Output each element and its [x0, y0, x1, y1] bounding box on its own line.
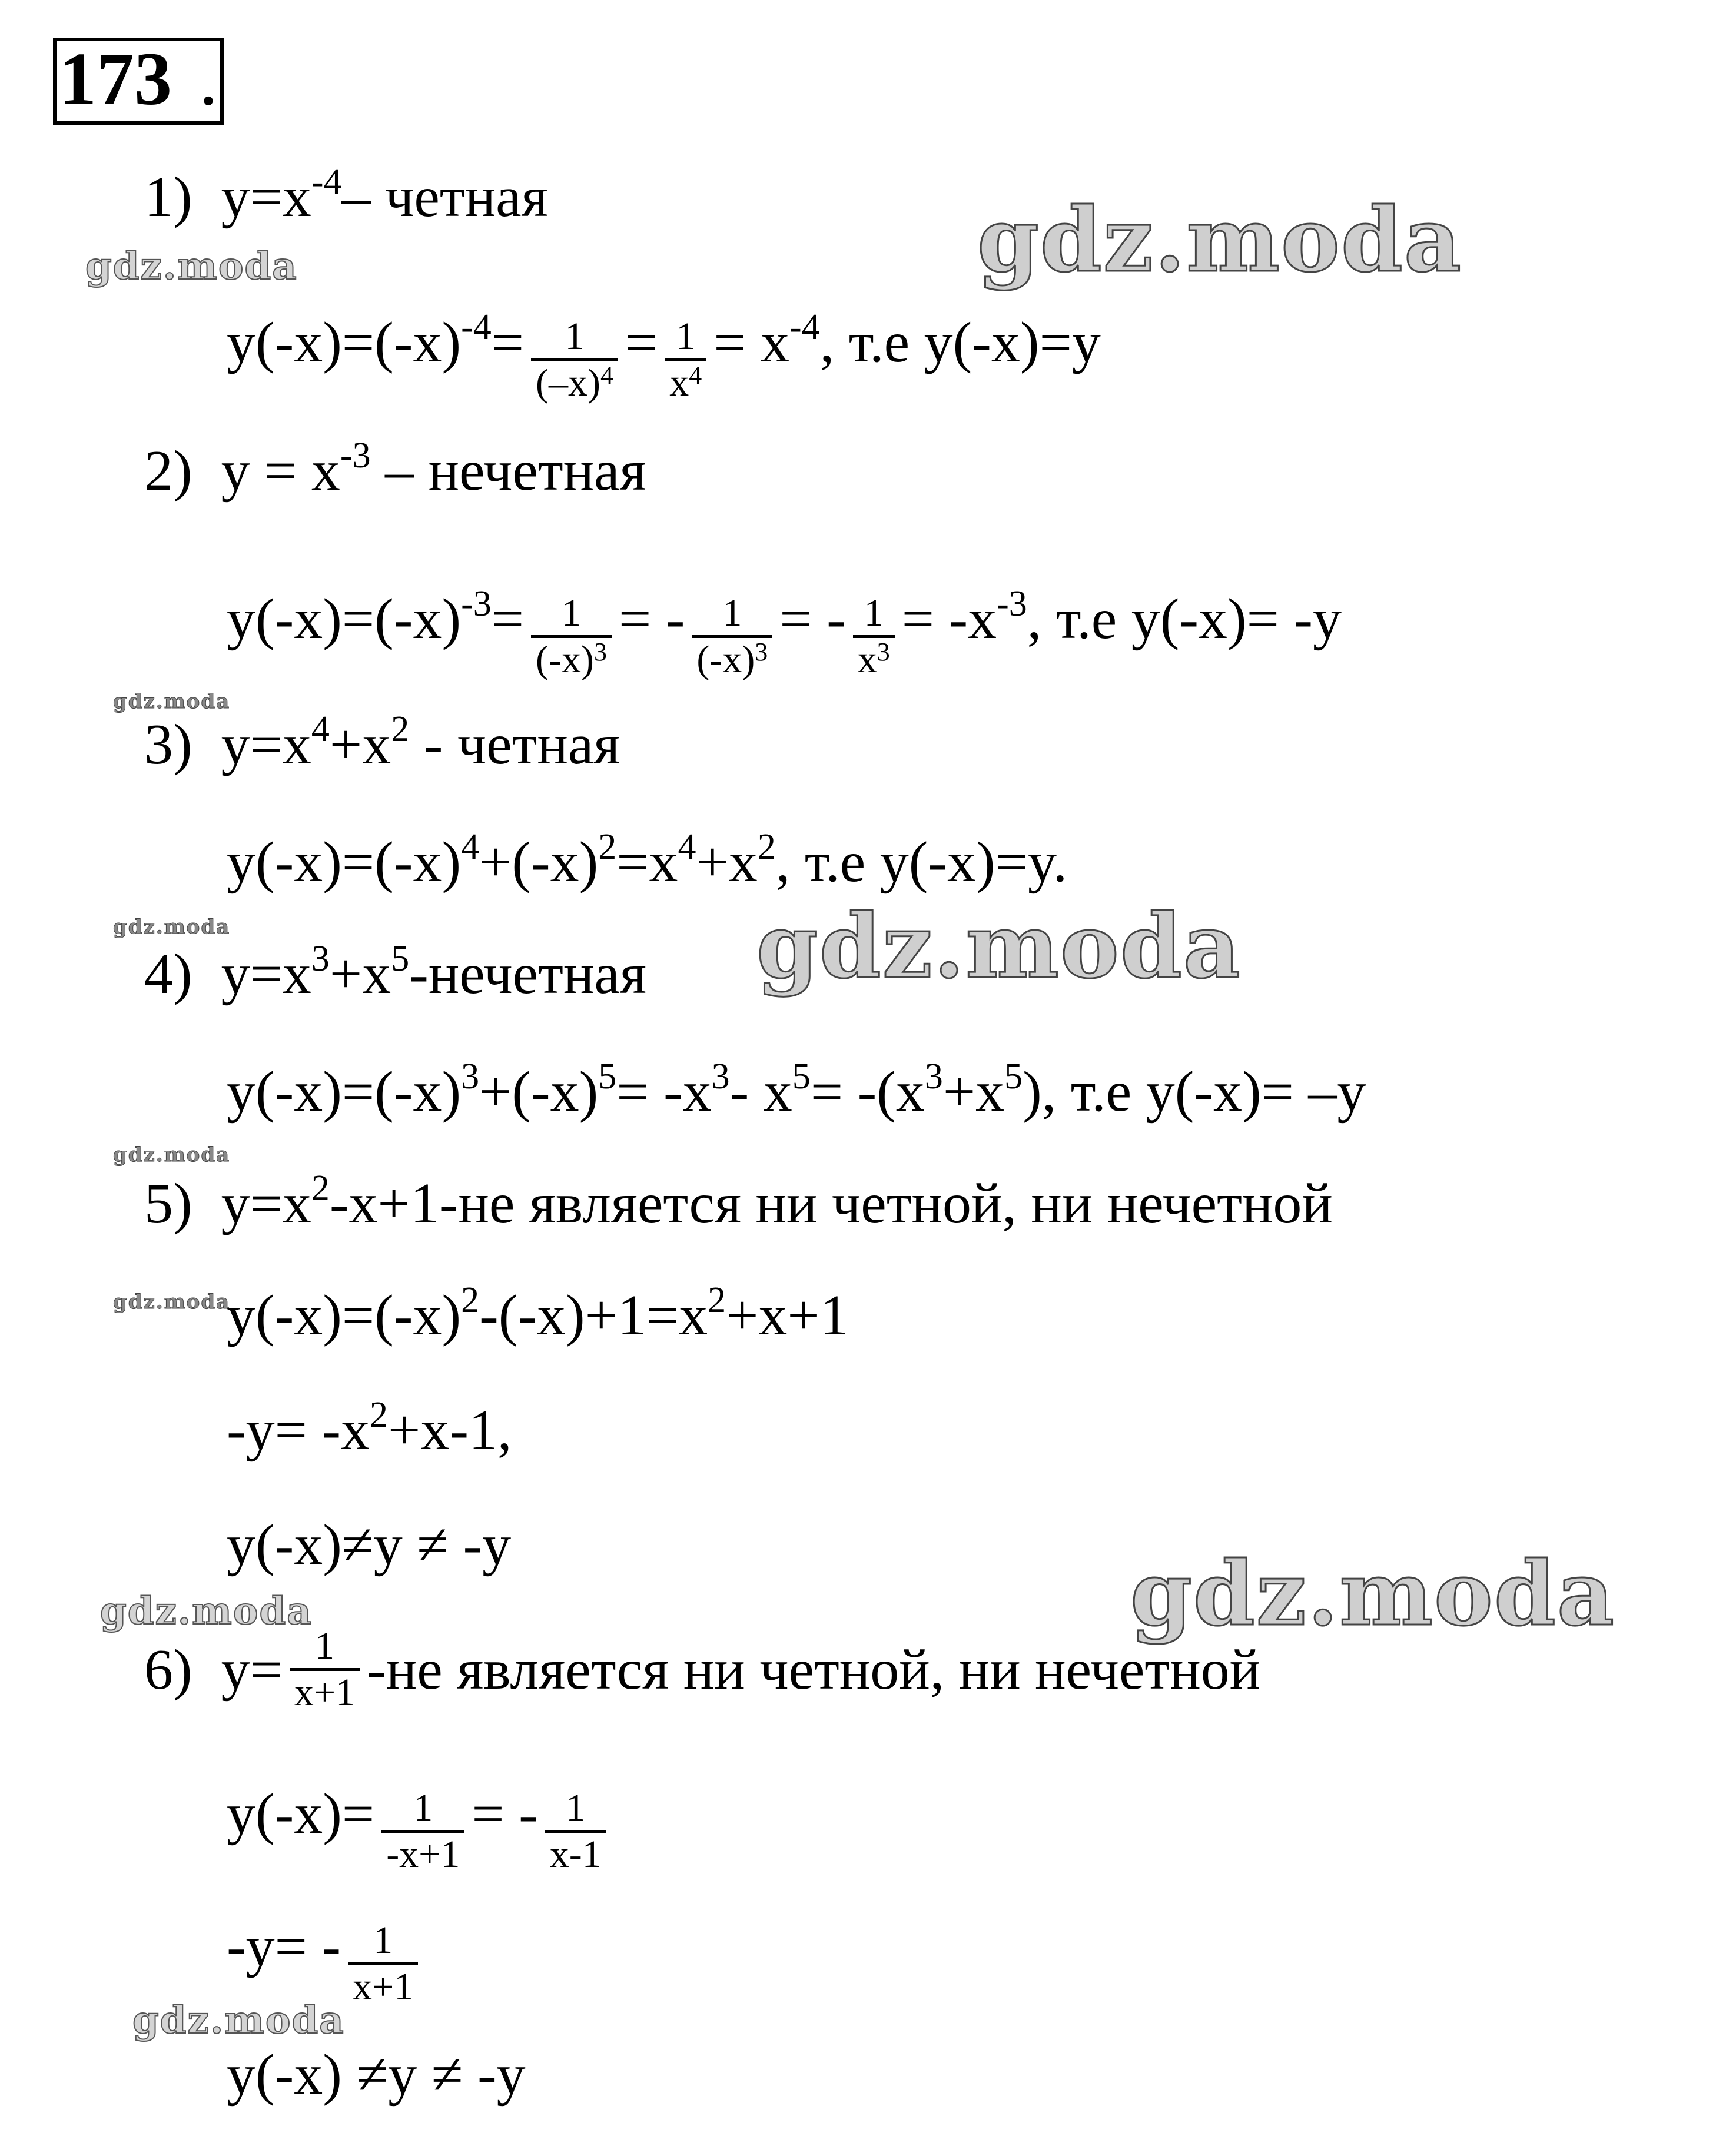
numerator: 1 [566, 1786, 586, 1829]
watermark: gdz.moda [113, 690, 231, 713]
conclusion-text: y(-x)≠y ≠ -y [227, 1513, 512, 1577]
numerator: 1 [722, 592, 742, 634]
expr-text: y= [221, 1637, 283, 1702]
expr-text: = -x [901, 587, 997, 651]
equals: = - [618, 587, 685, 651]
watermark: gdz.moda [113, 915, 231, 939]
item-label: 3) [144, 713, 192, 776]
item-6-statement [144, 1625, 1260, 1715]
equals: = - [472, 1782, 538, 1846]
item-2-proof: y(-x)=(-x) $^{-3}$ = $\frac{1}{(-x)^3}$ = - $\frac{1}{(-x)^3}$ = - $\frac{1}{x^3}$ = -x $^{-3}$ , т.е y(-x)= -y [227, 583, 1342, 681]
expr-text: -y= - [227, 1914, 341, 1978]
expr-text: y=x [221, 165, 311, 229]
problem-number: 173 [59, 37, 172, 121]
expr-text: y=x [221, 713, 311, 776]
expr-text: +(-x) [479, 1060, 599, 1124]
expr-text: = -(x [810, 1060, 925, 1124]
numerator: 1 [373, 1919, 393, 1962]
equals: = [625, 310, 658, 374]
item-4-proof: y(-x)=(-x) $^3$ +(-x) $^5$ = -x $^3$ - x $^5$ = -(x $^3$ +x $^5$ ), т.е y(-x)= –y [227, 1057, 1366, 1124]
watermark: gdz.moda [977, 188, 1463, 292]
watermark: gdz.moda [113, 1290, 231, 1314]
item-2-statement: 2) y = x $^{-3}$ – нечетная [144, 436, 646, 503]
denominator-base: x [857, 638, 877, 681]
denominator [692, 635, 772, 682]
expr-text: =x [616, 830, 678, 894]
expr-text: - x [729, 1060, 792, 1124]
numerator: 1 [676, 315, 696, 358]
parity-text: – четная [341, 165, 548, 229]
watermark: gdz.moda [85, 244, 298, 288]
equals: = - [779, 587, 846, 651]
expr-text: = -x [616, 1060, 712, 1124]
numerator: 1 [864, 592, 884, 634]
item-5-proof-line-1: y(-x)=(-x) $^2$ -(-x)+1=x $^2$ +x+1 [227, 1280, 849, 1347]
denominator [665, 358, 706, 405]
expr-text: +x+1 [726, 1284, 849, 1347]
fraction [665, 315, 706, 405]
numerator: 1 [561, 592, 581, 634]
expr-text: +x [942, 1060, 1005, 1124]
conclusion-text: y(-x) ≠y ≠ -y [227, 2043, 526, 2107]
denominator: x+1 [290, 1668, 360, 1715]
problem-number-dot: . [199, 37, 218, 121]
item-label: 5) [144, 1172, 192, 1235]
expr-text: y = x [221, 439, 340, 503]
watermark: gdz.moda [132, 1998, 345, 2042]
numerator: 1 [315, 1625, 335, 1667]
expr-text: -(-x)+1=x [479, 1284, 708, 1347]
conclusion-text: , т.е y(-x)= -y [1027, 587, 1342, 651]
fraction [531, 592, 612, 682]
exponent: 3 [877, 637, 890, 666]
denominator: -x+1 [381, 1830, 464, 1876]
denominator [531, 358, 618, 405]
denominator [531, 635, 612, 682]
exponent: 4 [600, 361, 613, 390]
expr-text: -y= -x [227, 1398, 370, 1462]
watermark: gdz.moda [756, 895, 1242, 998]
expr-text: y(-x)=(-x) [227, 310, 462, 374]
denominator-base: (–x) [536, 361, 600, 404]
conclusion-text: , т.е y(-x)=y. [775, 830, 1068, 894]
expr-text: y(-x)=(-x) [227, 1284, 462, 1347]
item-5-proof-line-2: -y= -x $^2$ +x-1, [227, 1395, 512, 1462]
conclusion-text: , т.е y(-x)=y [819, 310, 1101, 374]
parity-text: -нечетная [409, 942, 646, 1006]
item-1-proof: y(-x)=(-x) $^{-4}$ = $\frac{1}{(-x)^4}$ = $\frac{1}{x^4}$ = x $^{-4}$ , т.е y(-x)=y [227, 307, 1101, 404]
expr-text: = x [713, 310, 790, 374]
item-5-conclusion [227, 1513, 511, 1577]
item-6-conclusion [227, 2042, 526, 2107]
denominator-base: (-x) [696, 638, 755, 681]
parity-text: -x+1-не является ни четной, ни нечетной [329, 1172, 1333, 1235]
conclusion-text: ), т.е y(-x)= –y [1023, 1060, 1366, 1124]
item-6-proof-line-1 [227, 1769, 613, 1876]
expr-text: y(-x)=(-x) [227, 830, 462, 894]
parity-text: -не является ни четной, ни нечетной [367, 1637, 1261, 1702]
expr-text: y=x [221, 1172, 311, 1235]
parity-text: - четная [423, 713, 620, 776]
numerator: 1 [565, 315, 585, 358]
expr-text: y=x [221, 942, 311, 1006]
item-3-statement: 3) y=x $^4$ +x $^2$ - четная [144, 709, 620, 776]
watermark: gdz.moda [113, 1143, 231, 1167]
item-6-proof-line-2 [227, 1901, 425, 2008]
denominator: x+1 [348, 1962, 418, 2009]
item-label: 4) [144, 942, 192, 1006]
expr-text: y(-x)=(-x) [227, 1060, 462, 1124]
equals: = [491, 310, 525, 374]
exponent: 4 [689, 361, 702, 390]
equals: = [491, 587, 525, 651]
watermark: gdz.moda [100, 1589, 313, 1633]
parity-text: – нечетная [385, 439, 646, 503]
denominator-base: x [669, 361, 689, 404]
fraction [531, 315, 618, 405]
fraction [545, 1786, 606, 1876]
fraction [853, 592, 895, 682]
expr-text: +(-x) [479, 830, 599, 894]
item-label: 1) [144, 165, 192, 229]
numerator: 1 [413, 1786, 433, 1829]
item-4-statement: 4) y=x $^3$ +x $^5$ -нечетная [144, 939, 646, 1006]
denominator: x-1 [545, 1830, 606, 1876]
exponent: 3 [593, 637, 607, 666]
expr-text: +x [696, 830, 758, 894]
item-3-proof: y(-x)=(-x) $^4$ +(-x) $^2$ =x $^4$ +x $^2$ , т.е y(-x)=y. [227, 827, 1068, 894]
expr-text: y(-x)=(-x) [227, 587, 462, 651]
expr-text: +x [329, 713, 391, 776]
item-label: 2) [144, 439, 192, 503]
fraction [348, 1919, 418, 2009]
expr-text: y(-x)= [227, 1782, 375, 1846]
denominator [853, 635, 895, 682]
fraction [290, 1625, 360, 1715]
expr-text: +x-1, [388, 1398, 512, 1462]
item-5-statement: 5) y=x $^2$ -x+1-не является ни четной, ни нечетной [144, 1168, 1333, 1235]
item-label: 6) [144, 1637, 192, 1702]
fraction [692, 592, 772, 682]
fraction [381, 1786, 464, 1876]
item-1-statement: 1) y=x $^{-4}$ – четная [144, 162, 548, 229]
watermark: gdz.moda [1130, 1542, 1616, 1646]
exponent: 3 [755, 637, 768, 666]
denominator-base: (-x) [536, 638, 594, 681]
expr-text: +x [329, 942, 391, 1006]
